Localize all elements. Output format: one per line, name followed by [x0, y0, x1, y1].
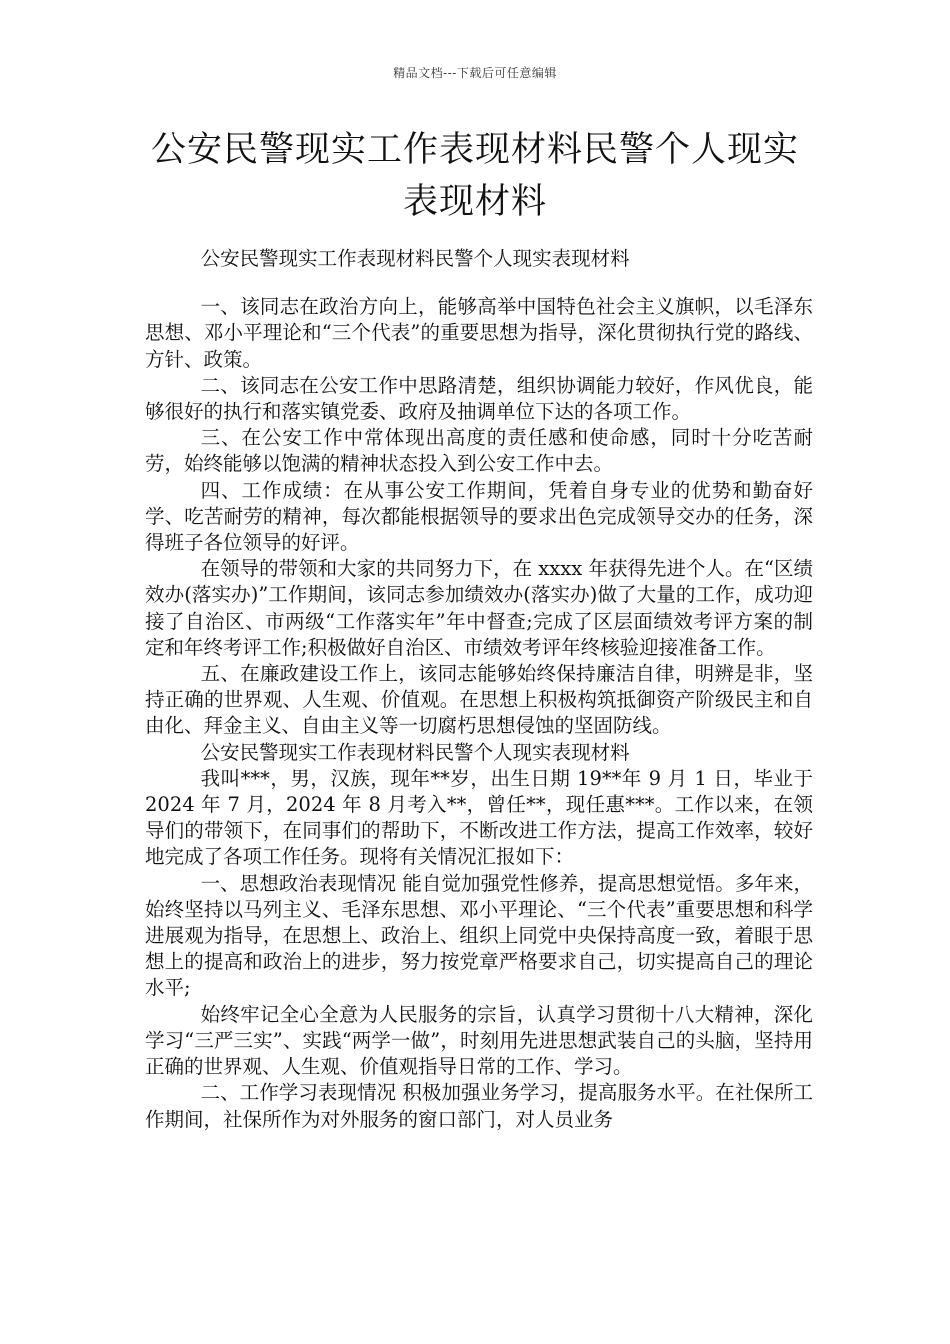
document-body: [145, 246, 813, 1133]
paragraph-9: 始终牢记全心全意为人民服务的宗旨，认真学习贯彻十八大精神，深化学习“三严三实”、实践“两学一做”，时刻用先进思想武装自己的头脑，坚持用正确的世界观、人生观、价值观指导日常的工作、学习。: [145, 1002, 813, 1079]
paragraph-6: 五、在廉政建设工作上，该同志能够始终保持廉洁自律，明辨是非，坚持正确的世界观、人生观、价值观。在思想上积极构筑抵御资产阶级民主和自由化、拜金主义、自由主义等一切腐朽思想侵蚀的坚固防线。: [145, 662, 813, 738]
document-subtitle: 公安民警现实工作表现材料民警个人现实表现材料: [200, 247, 630, 270]
paragraph-2: 二、该同志在公安工作中思路清楚，组织协调能力较好，作风优良，能够很好的执行和落实镇党委、政府及抽调单位下达的各项工作。: [145, 373, 813, 424]
paragraph-8: 一、思想政治表现情况 能自觉加强党性修养，提高思想觉悟。多年来，始终坚持以马列主义、毛泽东思想、邓小平理论、“三个代表”重要思想和科学进展观为指导，在思想上、政治上、组织上同党中央保持高度一致，着眼于思想上的提高和政治上的进步，努力按党章严格要求自己，切实提高自己的理论水平;: [145, 871, 813, 1000]
document-title: 公安民警现实工作表现材料民警个人现实表现材料: [150, 130, 799, 222]
header-note: 精品文档---下载后可任意编辑: [393, 66, 557, 80]
paragraph-3: 三、在公安工作中常体现出高度的责任感和使命感，同时十分吃苦耐劳，始终能够以饱满的精神状态投入到公安工作中去。: [145, 426, 813, 476]
paragraph-7: 我叫***，男，汉族，现年**岁，出生日期 19**年 9 月 1 日，毕业于 2024 年 7 月，2024 年 8 月考入**，曾任**，现任惠***。工作以来，在领导们的带领下，在同事们的帮助下，不断改进工作方法，提高工作效率，较好地完成了各项工作任务。现将有关情况汇报如下：: [145, 766, 813, 869]
section-heading: 公安民警现实工作表现材料民警个人现实表现材料: [200, 740, 630, 764]
paragraph-4: 四、工作成绩：在从事公安工作期间，凭着自身专业的优势和勤奋好学、吃苦耐劳的精神，每次都能根据领导的要求出色完成领导交办的任务，深得班子各位领导的好评。: [145, 478, 813, 555]
paragraph-1: 一、该同志在政治方向上，能够高举中国特色社会主义旗帜，以毛泽东思想、邓小平理论和“三个代表”的重要思想为指导，深化贯彻执行党的路线、方针、政策。: [145, 295, 813, 371]
paragraph-10: 二、工作学习表现情况 积极加强业务学习，提高服务水平。在社保所工作期间，社保所作为对外服务的窗口部门，对人员业务: [145, 1081, 813, 1131]
paragraph-5: 在领导的带领和大家的共同努力下，在 xxxx 年获得先进个人。在“区绩效办(落实办)”工作期间，该同志参加绩效办(落实办)做了大量的工作，成功迎接了自治区、市两级“工作落实年”年中督查;完成了区层面绩效考评方案的制定和年终考评工作;积极做好自治区、市绩效考评年终核验迎接准备工作。: [145, 557, 813, 659]
